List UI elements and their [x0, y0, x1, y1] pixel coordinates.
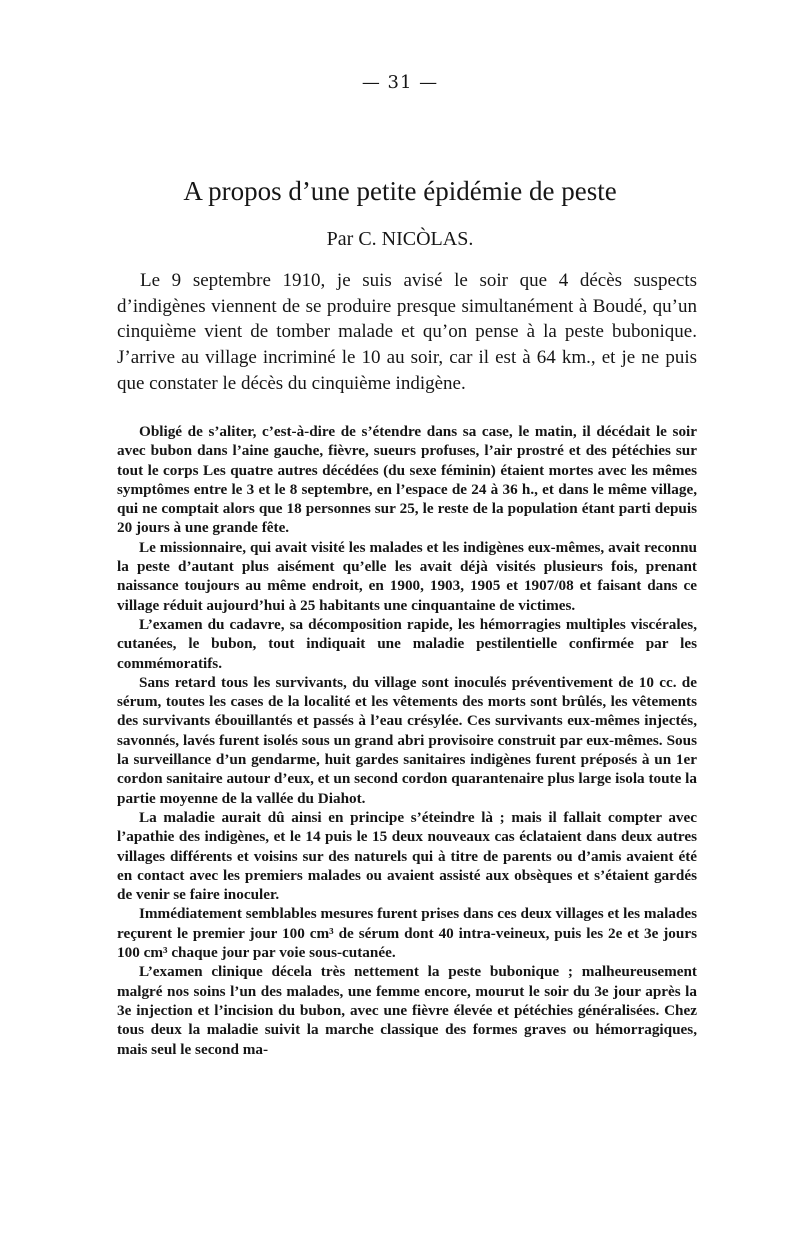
- body-paragraph: Immédiatement semblables mesures furent prises dans ces deux villages et les malades reçurent le premier jour 100 cm³ de sérum dont 40 intra-veineux, puis les 2e et 3e jours 100 cm³ chaque jour par voie sous-cutanée.: [117, 905, 697, 962]
- body-paragraph: Le missionnaire, qui avait visité les malades et les indigènes eux-mêmes, avait reconnu la peste d’autant plus aisément qu’elle les avait déjà visités plusieurs fois, prenant naissance toujours au même endroit, en 1900, 1903, 1905 et 1907/08 et faisant dans ce village réduit aujourd’hui à 25 habitants une cinquantaine de victimes.: [117, 538, 697, 614]
- body-paragraph: Sans retard tous les survivants, du village sont inoculés préventivement de 10 cc. de sérum, toutes les cases de la localité et les vêtements des morts sont brûlés, les vêtements des survivants ébouillantés et passés à l’eau crésylée. Ces survivants eux-mêmes injectés, savonnés, lavés furent isolés sous un grand abri provisoire construit par eux-mêmes. Sous la surveillance d’un gendarme, huit gardes sanitaires indigènes furent préposés à un 1er cordon sanitaire autour d’eux, et un second cordon quarantenaire plus large isola toute la partie moyenne de la vallée du Diahot.: [117, 673, 697, 807]
- body-paragraph: Obligé de s’aliter, c’est-à-dire de s’étendre dans sa case, le matin, il décédait le soir avec bubon dans l’aine gauche, fièvre, sueurs profuses, l’air prostré et des pétéchies sur tout le corps Les quatre autres décédées (du sexe féminin) étaient mortes avec les mêmes symptômes entre le 3 et le 8 septembre, en l’espace de 24 à 36 h., et dans le même village, qui ne comptait alors que 18 personnes sur 25, le reste de la population étant parti depuis 20 jours à une grande fête.: [117, 423, 697, 537]
- body-paragraph: L’examen clinique décela très nettement la peste bubonique ; malheureusement malgré nos soins l’un des malades, une femme encore, mourut le soir du 3e jour après la 3e injection et l’incision du bubon, avec une fièvre élevée et pétéchies généralisées. Chez tous deux la maladie suivit la marche classique des formes graves ou hémorragiques, mais seul le second ma-: [117, 963, 697, 1058]
- article-title: A propos d’une petite épidémie de peste: [183, 176, 617, 206]
- lead-paragraph: Le 9 septembre 1910, je suis avisé le soir que 4 décès suspects d’indigènes viennent de se produire presque simultanément à Boudé, qu’un cinquième vient de tomber malade et qu’on pense à la peste bubonique. J’arrive au village incriminé le 10 au soir, car il est à 64 km., et je ne puis que constater le décès du cinquième indigène.: [117, 270, 697, 394]
- article-author: Par C. NICÒLAS.: [326, 228, 474, 250]
- body-paragraph: La maladie aurait dû ainsi en principe s’éteindre là ; mais il fallait compter avec l’apathie des indigènes, et le 14 puis le 15 deux nouveaux cas éclataient dans deux autres villages différents et voisins sur des naturels qui à titre de parents ou d’amis avaient été en contact avec les premiers malades ou avaient assisté aux obsèques et s’étaient gardés de venir se faire inoculer.: [117, 808, 697, 904]
- page-number: — 31 —: [361, 72, 439, 93]
- article-body: [117, 422, 697, 1059]
- body-paragraph: L’examen du cadavre, sa décomposition rapide, les hémorragies multiples viscérales, cutanées, le bubon, tout indiquait une maladie pestilentielle confirmée par les commémoratifs.: [117, 615, 697, 672]
